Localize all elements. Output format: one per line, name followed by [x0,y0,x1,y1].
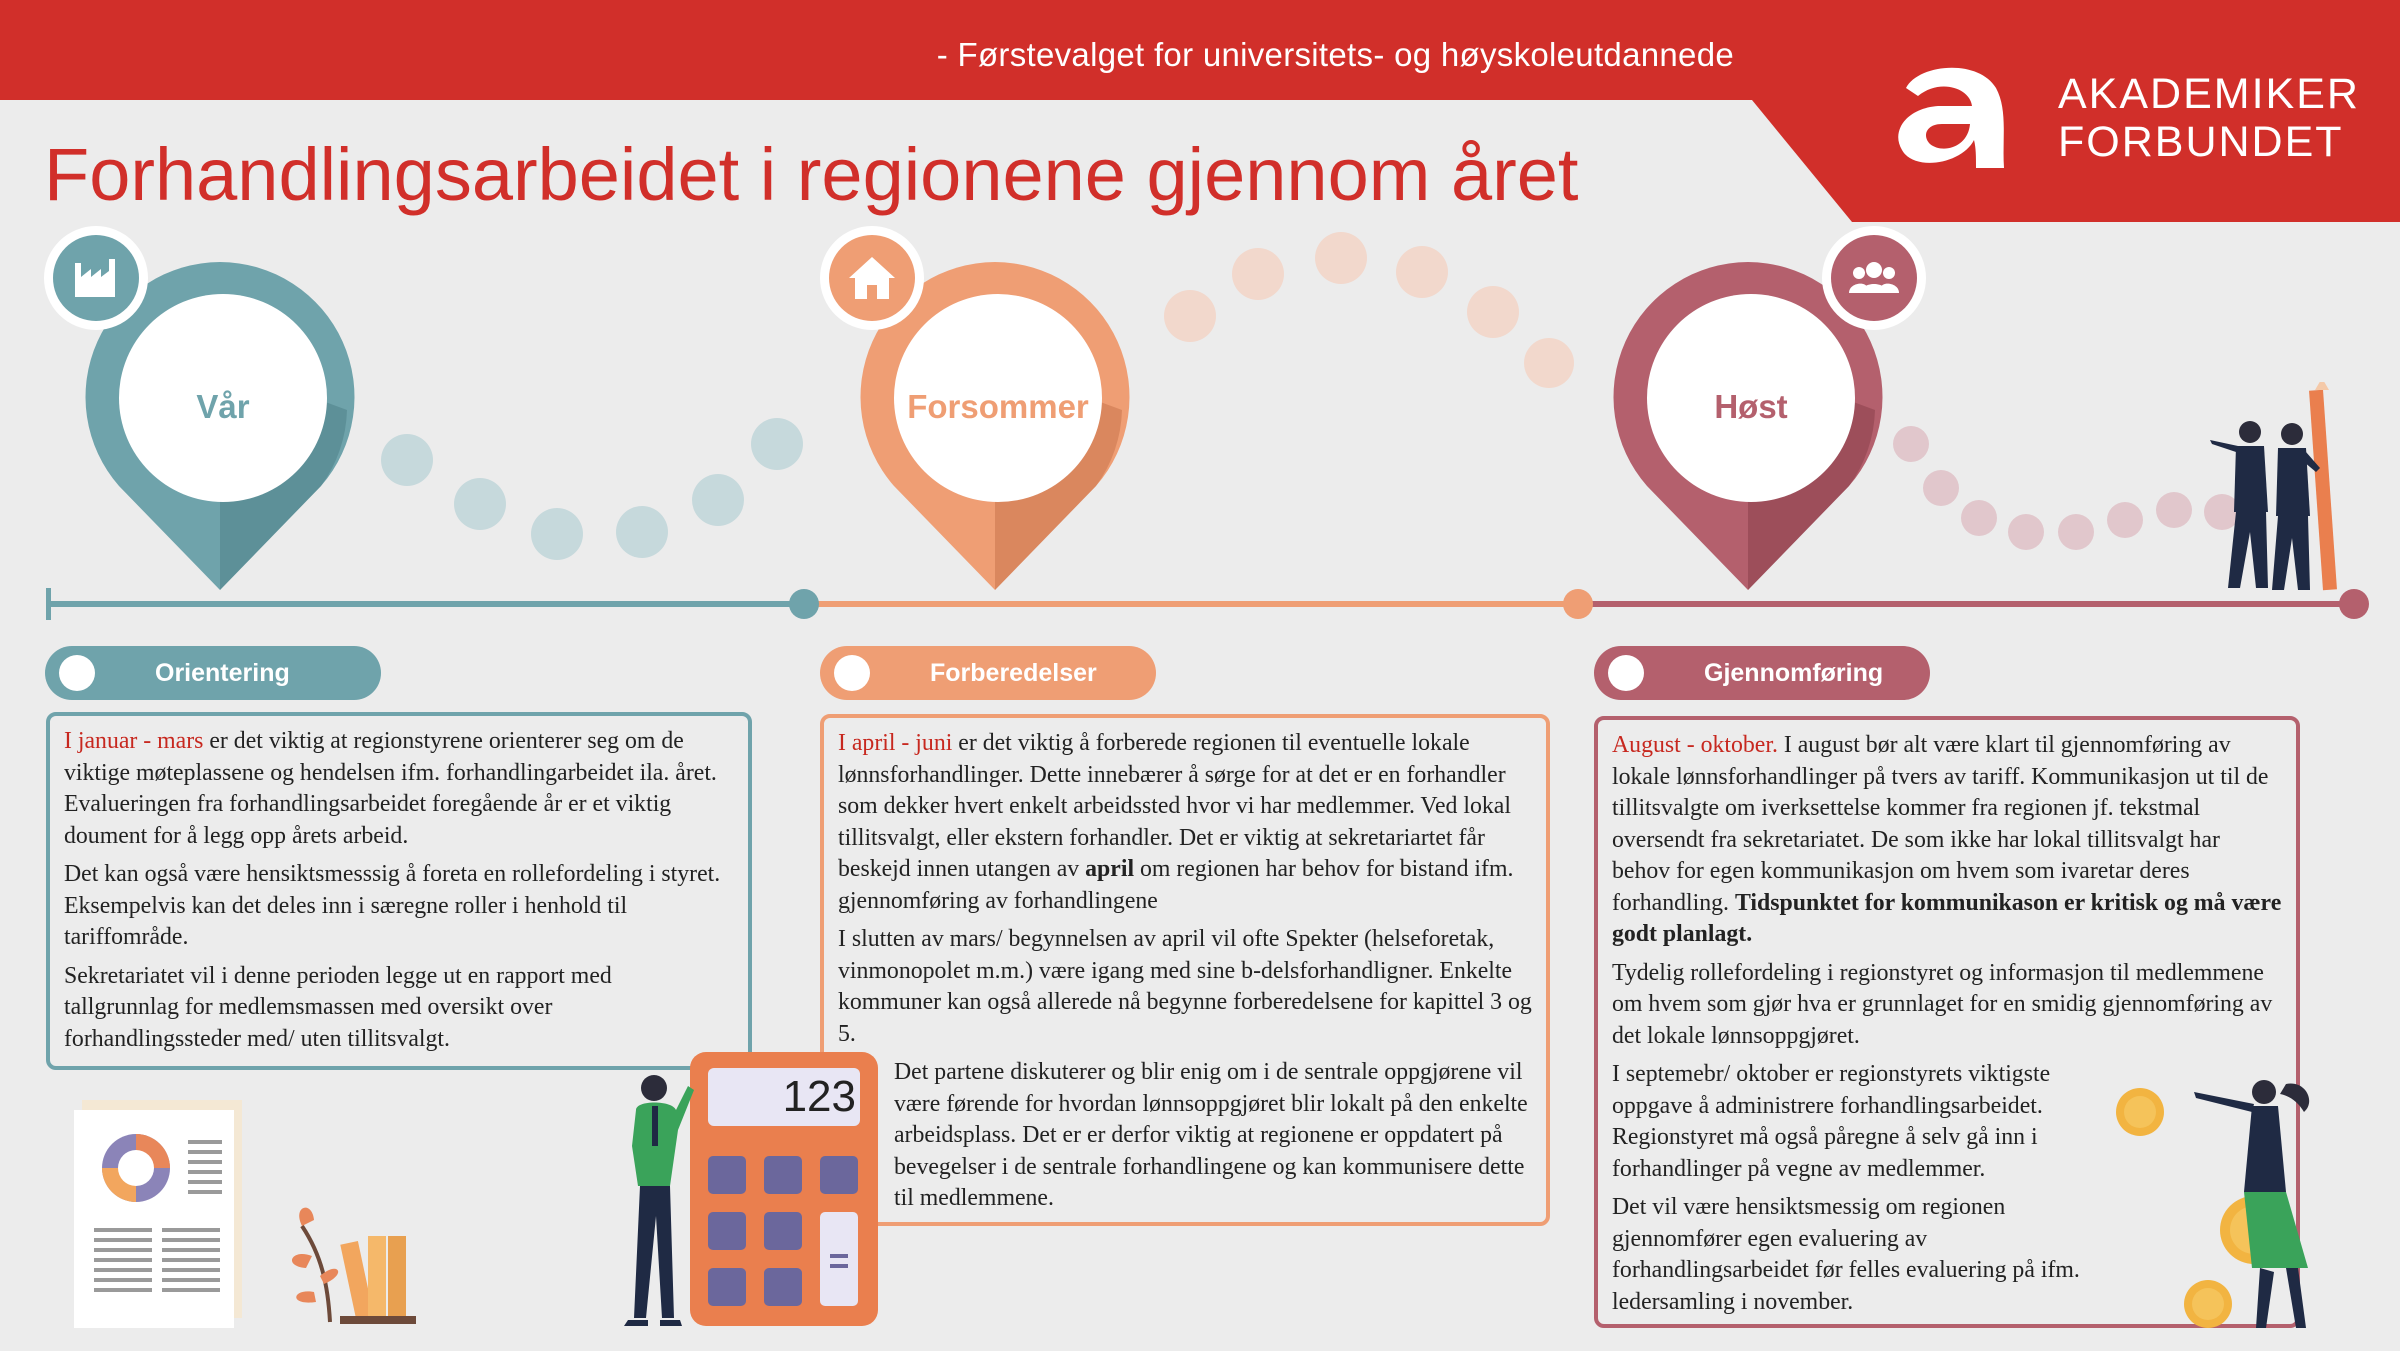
period-highlight: August - oktober. [1612,732,1778,758]
home-icon [829,235,915,321]
label-orientering [45,646,381,700]
timeline-start-tick [46,588,51,620]
period-highlight: I januar - mars [64,728,204,754]
paragraph: Tydelig rollefordeling i regionstyret og informasjon til medlemmene om hvem som gjør hva er grunnlaget for en smidig gjennomføring av det lokale lønnsoppgjøret. [1612,959,2273,1049]
wave-dot [531,508,583,560]
brand-line-2: FORBUNDET [2058,118,2344,166]
paragraph-text: I august bør alt være klart til gjennomføring av lokale lønnsforhandlinger på tvers av tariff. Kommunikasjon ut til de tillitsvalgte om iverksettelse kommer fra regionen jf. tekstmal oversendt fra sekretariatet. De som ikke har lokal tillitsvalgt har behov for egen kommunikasjon om hvem som ivaretar deres forhandling. [1612,732,2269,916]
label-text: Orientering [155,658,290,687]
label-dot [834,655,870,691]
plant-binders-illustration [262,1196,422,1326]
paragraph-text: om regionen har behov for bistand ifm. gjennomføring av forhandlingene [838,856,1514,914]
season-var: Vår [196,388,250,425]
wave-dot [1396,246,1448,298]
textbox-orientering [46,712,752,1070]
paragraph [64,726,734,852]
label-forberedelser [820,646,1156,700]
brand-name [2058,70,2360,166]
wave-dot [1164,290,1216,342]
wave-dot [454,478,506,530]
tagline: - Førstevalget for universitets- og høyskoleutdannede [936,36,1734,73]
brand-line-1: AKADEMIKER [2058,70,2360,118]
label-dot [59,655,95,691]
report-document-illustration [74,1100,244,1328]
wave-dot [2156,492,2192,528]
factory-icon [53,235,139,321]
wave-dot [1467,286,1519,338]
paragraph: Sekretariatet vil i denne perioden legge ut en rapport med tallgrunnlag for medlemsmassen med oversikt over forhandlingssteder med/ uten tillitsvalgt. [64,962,612,1052]
textbox-forberedelser [820,714,1550,1226]
wave-dot [381,434,433,486]
timeline-segment-forsommer [806,601,1578,607]
badge-host [1822,226,1926,330]
wave-dot [1232,248,1284,300]
wave-dot [2058,514,2094,550]
timeline-segment-host [1578,601,2353,607]
season-host: Høst [1714,388,1788,425]
paragraph: Det vil være hensiktsmessig om regionen gjennomfører egen evaluering av forhandlingsarbeidet før felles evaluering på ifm. ledersamling i november. [1612,1194,2080,1315]
businessmen-illustration [2196,382,2346,600]
calculator-display: 123 [782,1072,856,1121]
wave-dot [1893,426,1929,462]
label-text: Gjennomføring [1704,658,1884,687]
label-gjennomforing [1594,646,1930,700]
akademikerforbundet-logo-icon [1878,44,2018,184]
paragraph [838,728,1532,917]
wave-dot [692,474,744,526]
paragraph: Det kan også være hensiktsmesssig å foreta en rollefordeling i styret. Eksempelvis kan det deles inn i særegne roller i henhold til tariffområde. [64,861,721,950]
period-highlight: I april - juni [838,730,953,756]
paragraph [1612,730,2282,951]
woman-coins-illustration [2110,1072,2326,1332]
wave-dot [2107,502,2143,538]
wave-dot [1923,470,1959,506]
paragraph: I septemebr/ oktober er regionstyrets viktigste oppgave å administrere forhandlingsarbeidet. Regionstyret må også påregne å selv gå inn i forhandlinger på vegne av medlemmer. [1612,1061,2051,1182]
emphasis: april [1085,856,1135,882]
wave-dot [1315,232,1367,284]
badge-forsommer [820,226,924,330]
page-title: Forhandlingsarbeidet i regionene gjennom året [44,133,1579,216]
season-forsommer: Forsommer [907,388,1089,425]
emphasis: Tidspunktet for kommunikason er kritisk og må være godt planlagt. [1612,889,2282,947]
paragraph: Det partene diskuterer og blir enig om i de sentrale oppgjørene vil være førende for hvordan lønnsoppgjøret blir lokalt på den enkelte arbeidsplass. Det er er derfor viktig at regionene er oppdatert på bevegelser i de sentrale forhandlingene og kan kommunisere dette til medlemmene. [894,1059,1528,1211]
wave-dot [2008,514,2044,550]
label-text: Forberedelser [930,658,1097,687]
timeline-node [789,589,819,619]
paragraph: I slutten av mars/ begynnelsen av april vil ofte Spekter (helseforetak, vinmonopolet m.m.) være igang med sine b-delsforhandligner. Enkelte kommuner kan også allerede nå begynne forberedelsene for kapittel 3 og 5. [838,926,1532,1047]
calculator-person-illustration [606,1046,882,1330]
wave-dot [616,506,668,558]
badge-var [44,226,148,330]
wave-dot [1524,338,1574,388]
paragraph-text: er det viktig å forberede regionen til eventuelle lokale lønnsforhandlinger. Dette innebærer å sørge for at det er en forhandler som dekker hvert enkelt arbeidssted hvor vi har medlemmer. Ved lokal tillitsvalgt, eller ekstern forhandler. Det er viktig at sekretariartet får beskejd innen utangen av [838,730,1511,882]
group-icon [1831,235,1917,321]
label-dot [1608,655,1644,691]
wave-dot [751,418,803,470]
timeline-node [1563,589,1593,619]
timeline-segment-var [48,601,806,607]
paragraph-text: er det viktig at regionstyrene orienterer seg om de viktige møteplassene og hendelsen ifm. forhandlingarbeidet ila. året. Evalueringen fra forhandlingsarbeidet foregående år er et viktig doument for å legg opp årets arbeid. [64,728,717,849]
wave-dot [1961,500,1997,536]
